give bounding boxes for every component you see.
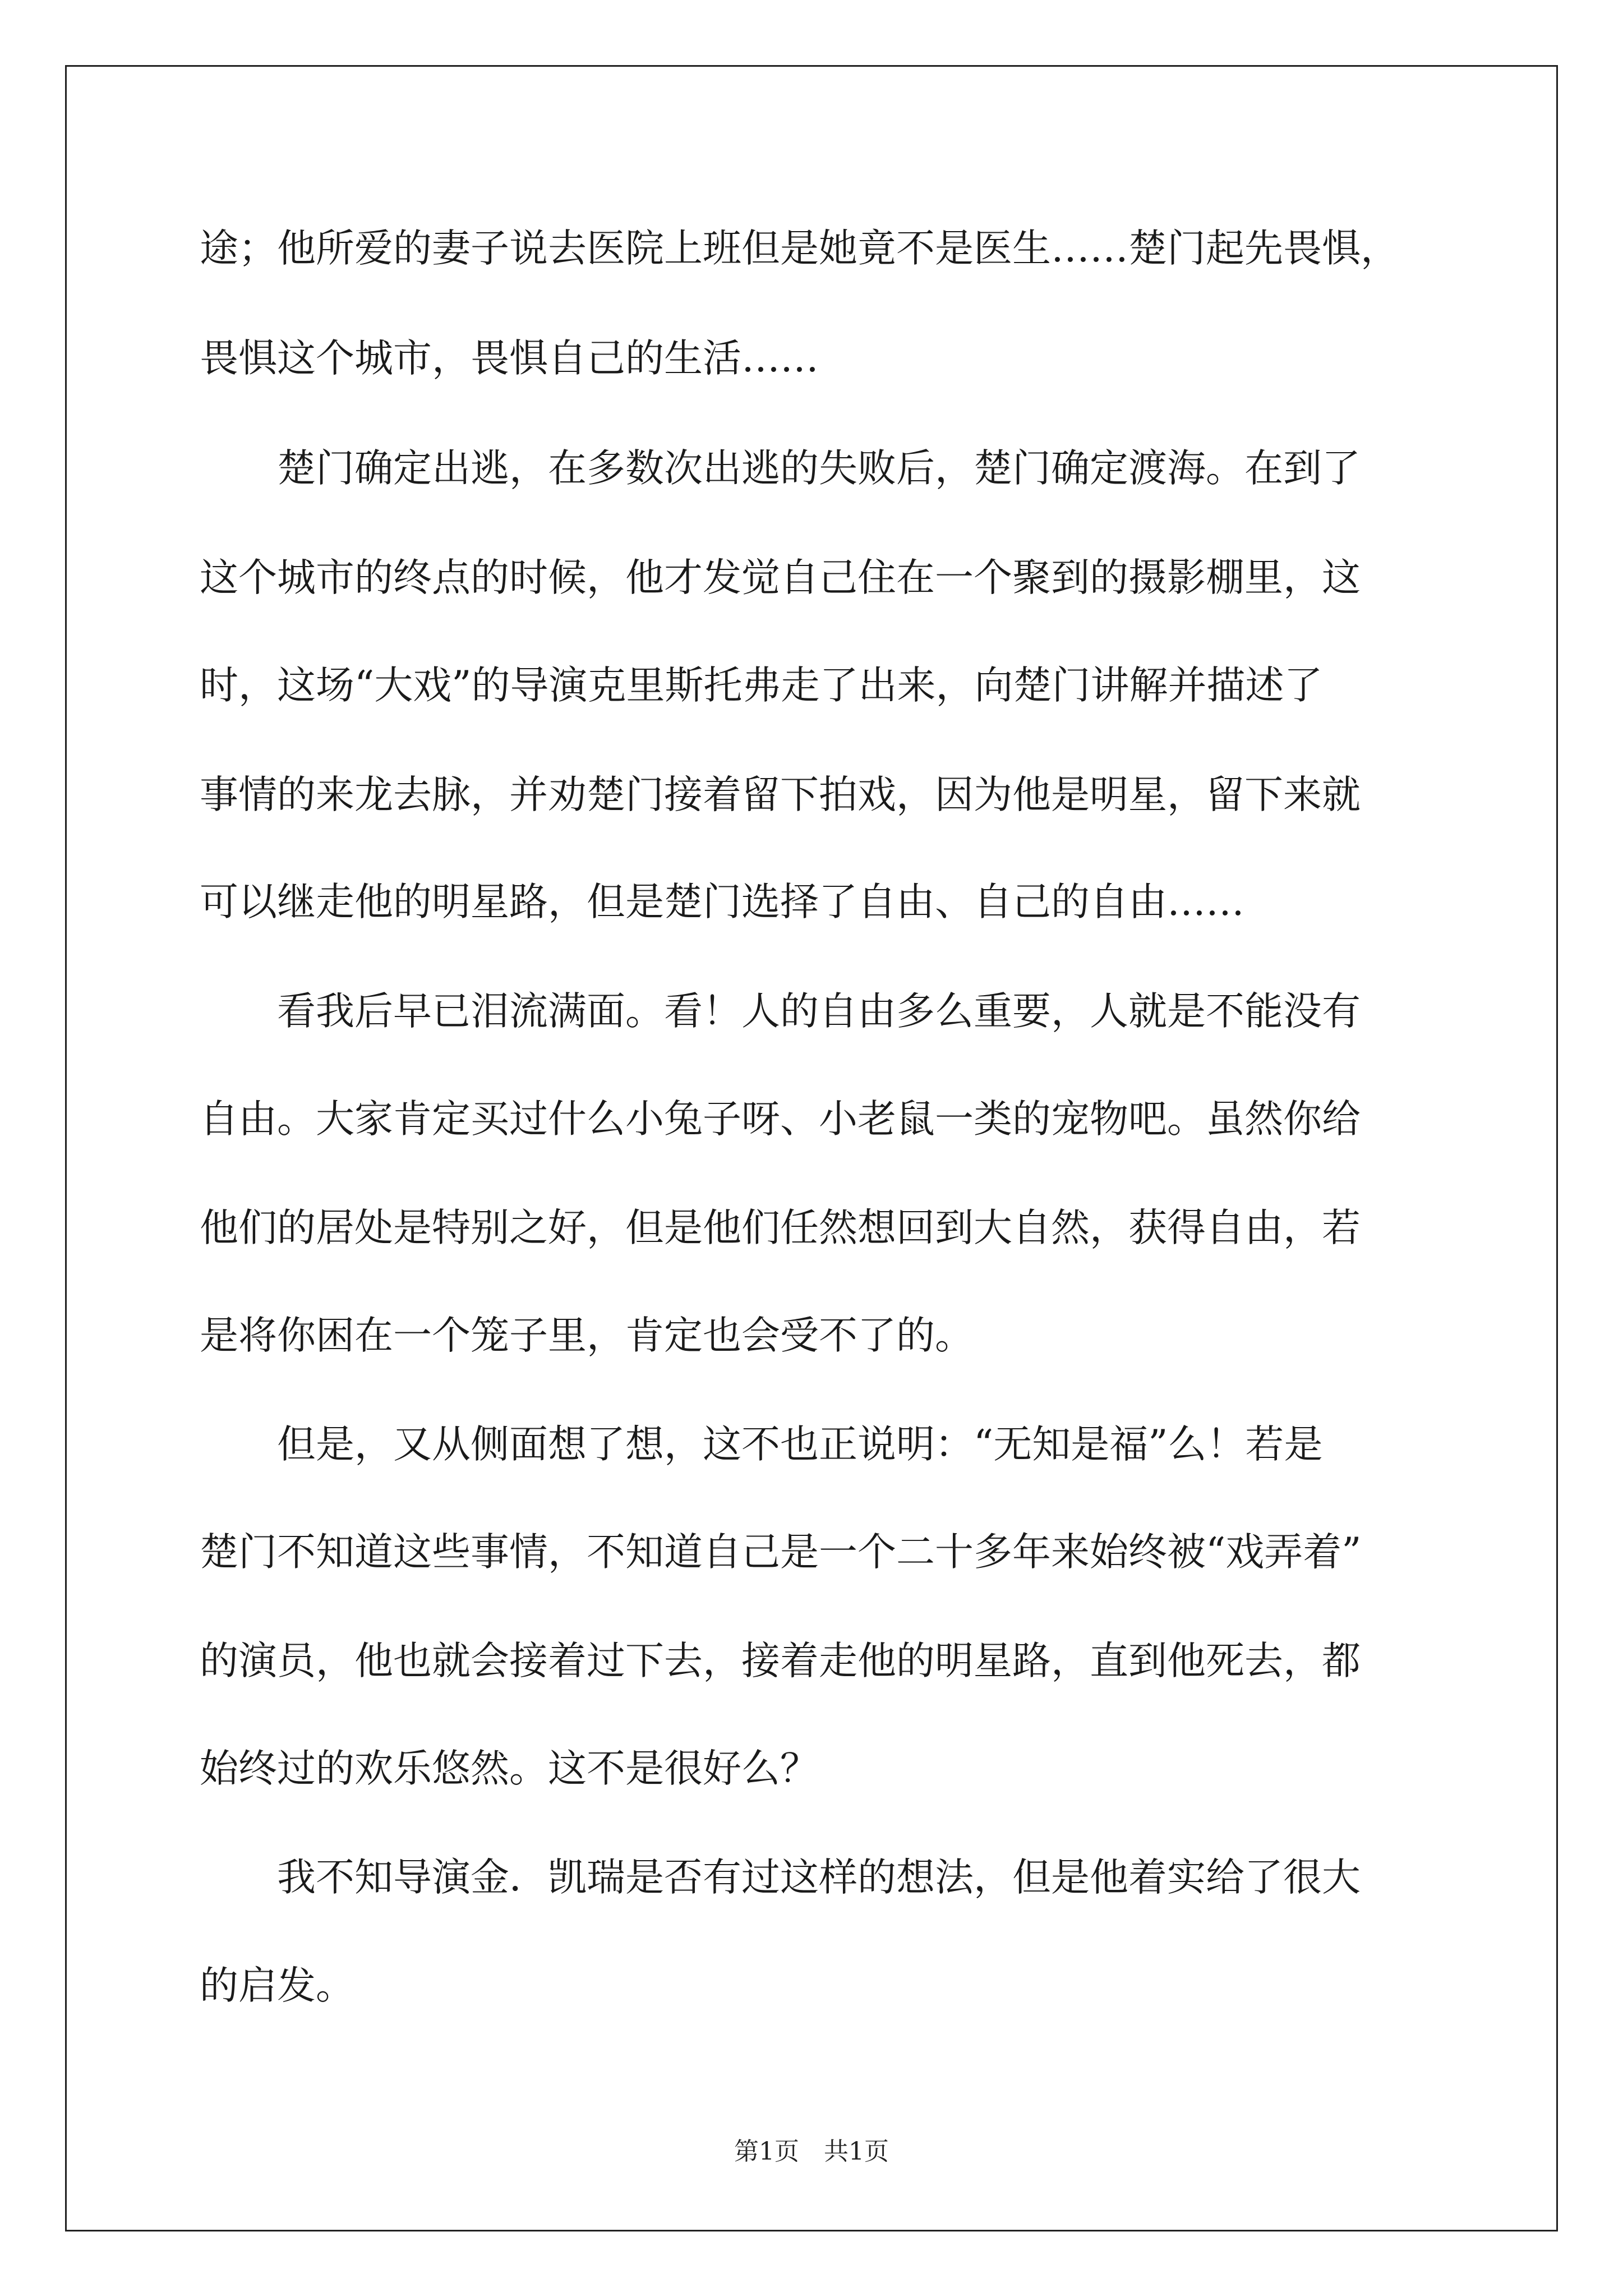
text-line: 的演员，他也就会接着过下去，接着走他的明星路，直到他死去，都 bbox=[200, 1639, 1361, 1683]
text-line: 的启发。 bbox=[200, 1963, 354, 2008]
text-line: 看我后早已泪流满面。看！人的自由多么重要，人就是不能没有 bbox=[200, 989, 1361, 1034]
text-line: 我不知导演金．凯瑞是否有过这样的想法，但是他着实给了很大 bbox=[200, 1855, 1361, 1900]
text-line: 但是，又从侧面想了想，这不也正说明：“无知是福”么！若是 bbox=[200, 1422, 1323, 1467]
text-line: 楚门确定出逃，在多数次出逃的失败后，楚门确定渡海。在到了 bbox=[200, 446, 1361, 491]
text-line: 自由。大家肯定买过什么小兔子呀、小老鼠一类的宠物吧。虽然你给 bbox=[200, 1097, 1361, 1142]
text-line: 楚门不知道这些事情，不知道自己是一个二十多年来始终被“戏弄着” bbox=[200, 1530, 1362, 1575]
text-line: 事情的来龙去脉，并劝楚门接着留下拍戏，因为他是明星，留下来就 bbox=[200, 772, 1361, 817]
page-number-footer: 第1页 共1页 bbox=[734, 2137, 889, 2166]
text-line: 是将你困在一个笼子里，肯定也会受不了的。 bbox=[200, 1313, 974, 1358]
text-line: 时，这场“大戏”的导演克里斯托弗走了出来，向楚门讲解并描述了 bbox=[200, 663, 1323, 708]
text-line: 途；他所爱的妻子说去医院上班但是她竟不是医生……楚门起先畏惧， bbox=[200, 226, 1399, 271]
text-line: 这个城市的终点的时候，他才发觉自己住在一个聚到的摄影棚里，这 bbox=[200, 555, 1361, 600]
text-line: 始终过的欢乐悠然。这不是很好么？ bbox=[200, 1746, 819, 1791]
text-line: 畏惧这个城市，畏惧自己的生活…… bbox=[200, 336, 819, 381]
page-border bbox=[65, 65, 1558, 2231]
text-line: 可以继走他的明星路，但是楚门选择了自由、自己的自由…… bbox=[200, 880, 1244, 924]
text-line: 他们的居处是特别之好，但是他们任然想回到大自然，获得自由，若 bbox=[200, 1205, 1361, 1250]
